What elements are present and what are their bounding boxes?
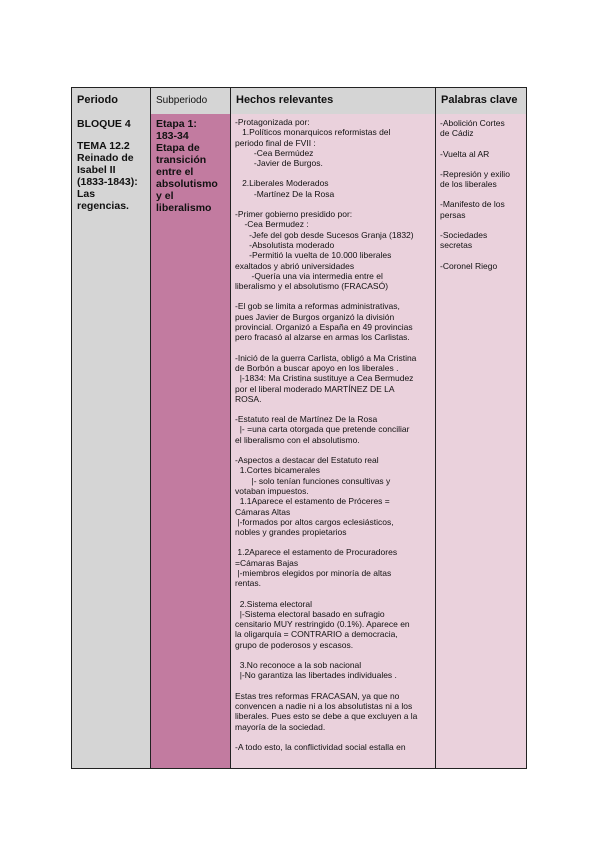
keyword-line: secretas	[440, 240, 473, 251]
fact-line: el liberalismo con el absolutismo.	[235, 434, 360, 445]
fact-line: |-Sistema electoral basado en sufragio	[235, 608, 385, 619]
fact-line: =Cámaras Bajas	[235, 557, 299, 568]
topic-line: regencias.	[77, 200, 129, 212]
keyword-line: -Vuelta al AR	[440, 148, 490, 159]
fact-line: periodo final de FVII :	[235, 137, 316, 148]
keyword-item	[440, 169, 523, 190]
fact-line: exaltados y abrió universidades	[235, 260, 355, 271]
header-period: Periodo	[72, 88, 151, 115]
fact-line: 3.No reconoce a la sob nacional	[235, 660, 362, 671]
fact-line: -Jefe del gob desde Sucesos Granja (1832)	[235, 229, 414, 240]
subperiod-line: Etapa 1:	[156, 118, 197, 130]
facts-cell	[231, 114, 436, 768]
fact-line: liberales. Pues esto se debe a que excluyen a la	[235, 711, 418, 722]
fact-line: -Estatuto real de Martínez De la Rosa	[235, 414, 378, 425]
header-subperiod: Subperiodo	[151, 88, 231, 115]
keyword-line: -Abolición Cortes	[440, 118, 505, 128]
topic-line: Reinado de	[77, 152, 134, 164]
header-relevant-facts: Hechos relevantes	[231, 88, 436, 115]
fact-line: rentas.	[235, 578, 261, 589]
subperiod-cell	[151, 114, 231, 768]
subperiod-text	[151, 114, 230, 214]
fact-line: la oligarquía = CONTRARIO a democracia,	[235, 629, 398, 640]
keywords-cell	[436, 114, 526, 768]
fact-line: -Cea Bermudez :	[235, 219, 309, 230]
keyword-line: -Coronel Riego	[440, 260, 498, 271]
keyword-line: persas	[440, 209, 466, 220]
keyword-line: -Sociedades	[440, 230, 488, 241]
fact-paragraph	[235, 209, 431, 291]
fact-paragraph	[235, 547, 431, 588]
subperiod-line: y el	[156, 190, 174, 202]
fact-line: por el liberal moderado MARTÍNEZ DE LA	[235, 383, 395, 394]
fact-paragraph	[235, 117, 431, 168]
keywords-list	[436, 114, 526, 271]
topic-line: (1833-1843):	[77, 176, 138, 188]
fact-line: -Absolutista moderado	[235, 239, 335, 250]
fact-paragraph	[235, 455, 431, 537]
keyword-item	[440, 118, 523, 139]
fact-line: |-formados por altos cargos eclesiásticos,	[235, 516, 394, 527]
fact-paragraph	[235, 353, 431, 404]
header-keywords: Palabras clave	[436, 88, 526, 115]
fact-line: -Aspectos a destacar del Estatuto real	[235, 455, 379, 466]
fact-line: nobles y grandes propietarios	[235, 527, 347, 538]
keyword-item	[440, 261, 523, 271]
fact-line: -Quería una via intermedia entre el	[235, 270, 383, 281]
keyword-line: -Represión y exilio	[440, 168, 510, 179]
fact-paragraph	[235, 660, 431, 681]
subperiod-line: Etapa de	[156, 142, 200, 154]
fact-line: -Primer gobierno presidido por:	[235, 209, 353, 220]
facts-list	[231, 114, 435, 752]
history-table	[71, 87, 527, 769]
fact-paragraph	[235, 742, 431, 752]
fact-line: liberalismo y el absolutismo (FRACASÓ)	[235, 281, 389, 292]
keyword-line: -Manifesto de los	[440, 199, 505, 210]
fact-line: 1.1Aparece el estamento de Próceres =	[235, 496, 390, 507]
fact-line: -A todo esto, la conflictividad social estalla en	[235, 741, 406, 752]
fact-line: convencen a nadie ni a los absolutistas ni a los	[235, 700, 413, 711]
subperiod-line: absolutismo	[156, 178, 218, 190]
keyword-item	[440, 230, 523, 251]
fact-line: -Protagonizada por:	[235, 117, 310, 127]
keyword-item	[440, 149, 523, 159]
subperiod-line: entre el	[156, 166, 194, 178]
fact-paragraph	[235, 691, 431, 732]
fact-line: -El gob se limita a reformas administrativas,	[235, 301, 400, 312]
fact-line: Cámaras Altas	[235, 506, 291, 517]
topic-line: Isabel II	[77, 164, 116, 176]
fact-line: pero fracasó al alzarse en armas los Carlistas.	[235, 332, 410, 343]
fact-line: -Permitió la vuelta de 10.000 liberales	[235, 250, 392, 261]
fact-line: de Borbón a buscar apoyo en los liberales .	[235, 362, 399, 373]
fact-line: |-1834: Ma Cristina sustituye a Cea Bermudez	[235, 373, 414, 384]
fact-line: -Javier de Burgos.	[235, 158, 323, 169]
subperiod-line: 183-34	[156, 130, 189, 142]
fact-line: |- solo tenían funciones consultivas y	[235, 475, 391, 486]
fact-line: 2.Liberales Moderados	[235, 178, 329, 189]
fact-line: -Cea Bermúdez	[235, 147, 314, 158]
fact-line: |-miembros elegidos por minoría de altas	[235, 567, 392, 578]
fact-line: 1.2Aparece el estamento de Procuradores	[235, 547, 398, 558]
fact-line: -Inició de la guerra Carlista, obligó a Ma Cristina	[235, 352, 417, 363]
fact-line: pues Javier de Burgos organizó la división	[235, 311, 395, 322]
fact-paragraph	[235, 599, 431, 650]
subperiod-line: liberalismo	[156, 202, 212, 214]
fact-line: votaban impuestos.	[235, 485, 309, 496]
fact-line: grupo de poderosos y escasos.	[235, 639, 354, 650]
fact-paragraph	[235, 301, 431, 342]
topic-line: Las	[77, 188, 96, 200]
fact-line: |- =una carta otorgada que pretende conciliar	[235, 424, 410, 435]
fact-line: 1.Cortes bicamerales	[235, 465, 321, 476]
fact-paragraph	[235, 414, 431, 445]
fact-line: provincial. Organizó a España en 49 provincias	[235, 322, 413, 333]
fact-line: 1.Políticos monarquicos reformistas del	[235, 127, 391, 138]
subperiod-line: transición	[156, 154, 207, 166]
period-text	[72, 114, 150, 212]
fact-line: censitario MUY restringido (0.1%). Aparece en	[235, 619, 410, 630]
fact-line: 2.Sistema electoral	[235, 598, 313, 609]
fact-line: |-No garantiza las libertades individuales .	[235, 670, 397, 681]
fact-line: mayoría de la sociedad.	[235, 721, 326, 732]
fact-line: -Martínez De la Rosa	[235, 188, 335, 199]
fact-paragraph	[235, 178, 431, 199]
fact-line: Estas tres reformas FRACASAN, ya que no	[235, 690, 400, 701]
keyword-line: de Cádiz	[440, 128, 474, 139]
period-cell	[72, 114, 151, 768]
fact-line: ROSA.	[235, 393, 262, 404]
block-label: BLOQUE 4	[77, 118, 131, 130]
topic-line: TEMA 12.2	[77, 140, 130, 152]
keyword-line: de los liberales	[440, 179, 497, 190]
keyword-item	[440, 199, 523, 220]
